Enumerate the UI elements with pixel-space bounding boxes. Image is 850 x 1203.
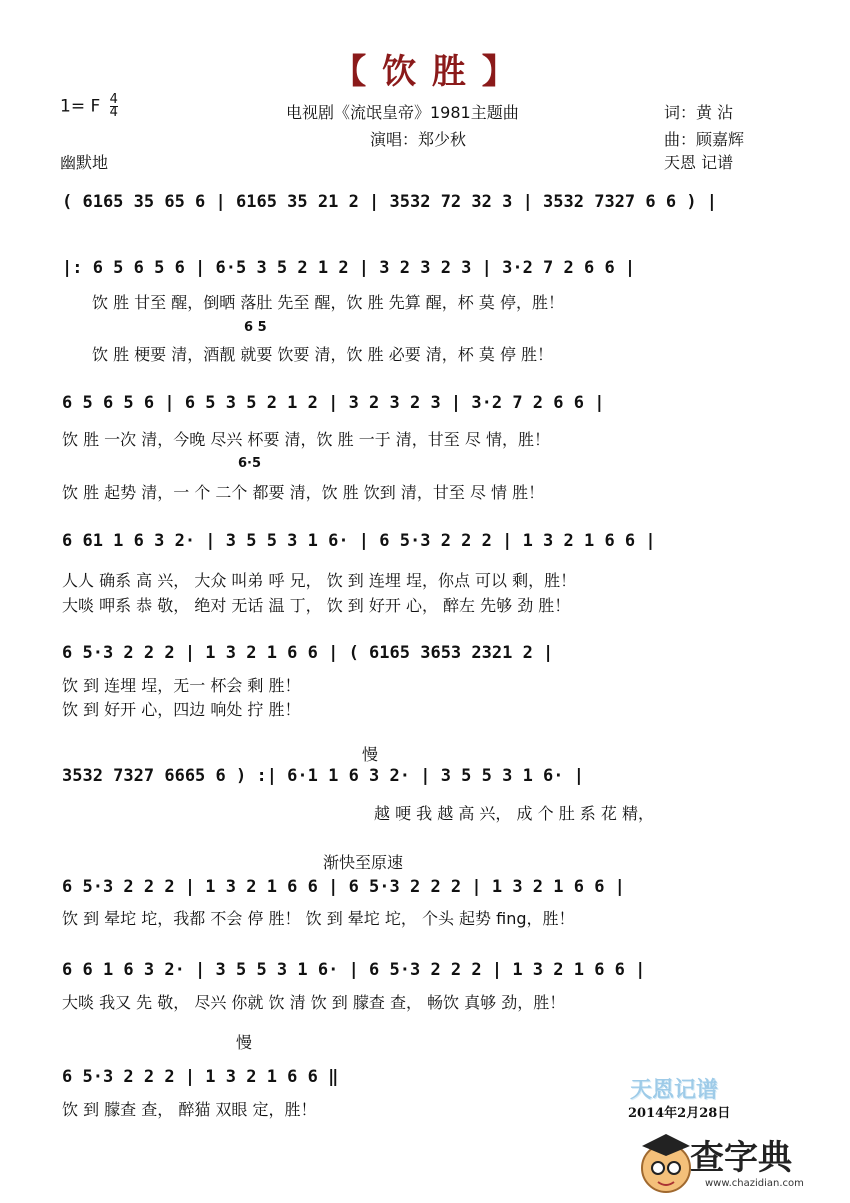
score-row-intro: ( 6165 35 65 6 | 6165 35 21 2 | 3532 72 32 3 | 3532 7327 6 6 ) | (62, 192, 718, 212)
score-row-7: 6 6 1 6 3 2· | 3 5 5 3 1 6· | 6 5·3 2 2 2 | 1 3 2 1 6 6 | (62, 960, 646, 980)
lyric-row-6: 饮 到 晕坨 坨，我都 不会 停 胜！ 饮 到 晕坨 坨， 个头 起势 fing，胜！ (62, 909, 575, 928)
composer: 曲：顾嘉辉 (664, 130, 745, 149)
tempo-mark-slow-2: 慢 (236, 1033, 253, 1052)
lyric-row-7: 大啖 我又 先 敬， 尽兴 你就 饮 清 饮 到 朦查 查， 畅饮 真够 劲，胜！ (62, 993, 566, 1012)
alt-notes-1: 6 5 (244, 320, 267, 335)
time-top: 4 (109, 92, 118, 107)
key-signature (60, 94, 118, 119)
song-title: 【 饮 胜 】 (332, 52, 518, 92)
lyric-row-5: 越 哽 我 越 高 兴， 成 个 肚 系 花 精， (374, 804, 654, 823)
date-stamp: 2014年2月28日 (628, 1106, 731, 1121)
score-row-5: 3532 7327 6665 6 ) :| 6·1 1 6 3 2· | 3 5 5 3 1 6· | (62, 766, 584, 786)
key-label: 1= F (60, 96, 101, 117)
lyric-row-4-verse-2: 饮 到 好开 心，四边 响处 拧 胜！ (62, 700, 301, 719)
score-row-2: 6 5 6 5 6 | 6 5 3 5 2 1 2 | 3 2 3 2 3 | 3·2 7 2 6 6 | (62, 393, 605, 413)
lyric-row-2-verse-2: 饮 胜 起势 清，一 个 二个 都要 清，饮 胜 饮到 清，甘至 尽 情 胜！ (62, 483, 545, 502)
alt-notes-2: 6·5 (238, 456, 262, 471)
signature-watermark: 天恩记谱 (630, 1077, 719, 1103)
score-row-4: 6 5·3 2 2 2 | 1 3 2 1 6 6 | ( 6165 3653 2321 2 | (62, 643, 554, 663)
lyric-row-1-verse-1: 饮 胜 甘至 醒，倒晒 落肚 先至 醒，饮 胜 先算 醒，杯 莫 停，胜！ (92, 293, 564, 312)
tempo-mark-accel: 渐快至原速 (323, 853, 404, 872)
style-mark: 幽默地 (60, 153, 109, 172)
score-row-3: 6 61 1 6 3 2· | 3 5 5 3 1 6· | 6 5·3 2 2 2 | 1 3 2 1 6 6 | (62, 531, 656, 551)
lyricist: 词：黄 沾 (664, 103, 734, 122)
transcriber: 天恩 记谱 (664, 153, 734, 172)
time-signature (110, 94, 118, 119)
lyric-row-3-verse-2: 大啖 呷系 恭 敬， 绝对 无话 温 丁， 饮 到 好开 心， 醉左 先够 劲 胜！ (62, 596, 571, 615)
mascot-icon (638, 1128, 694, 1198)
lyric-row-3-verse-1: 人人 确系 高 兴， 大众 叫弟 呼 兄， 饮 到 连埋 埕，你点 可以 剩，胜！ (62, 571, 577, 590)
site-logo: 查字典 (690, 1138, 792, 1178)
lyric-row-4-verse-1: 饮 到 连埋 埕，无一 杯会 剩 胜！ (62, 676, 301, 695)
site-url: www.chazidian.com (705, 1178, 804, 1189)
singer: 演唱：郑少秋 (370, 130, 467, 149)
score-row-1: |: 6 5 6 5 6 | 6·5 3 5 2 1 2 | 3 2 3 2 3 | 3·2 7 2 6 6 | (62, 258, 636, 278)
lyric-row-8: 饮 到 朦查 查， 醉猫 双眼 定，胜！ (62, 1100, 317, 1119)
tempo-mark-slow-1: 慢 (362, 745, 379, 764)
score-row-6: 6 5·3 2 2 2 | 1 3 2 1 6 6 | 6 5·3 2 2 2 | 1 3 2 1 6 6 | (62, 877, 625, 897)
lyric-row-1-verse-2: 饮 胜 梗要 清，酒靓 就要 饮要 清，饮 胜 必要 清，杯 莫 停 胜！ (92, 345, 554, 364)
time-bottom: 4 (109, 105, 118, 120)
score-row-8: 6 5·3 2 2 2 | 1 3 2 1 6 6 ‖ (62, 1067, 339, 1087)
lyric-row-2-verse-1: 饮 胜 一次 清，今晚 尽兴 杯要 清，饮 胜 一于 清，甘至 尽 情，胜！ (62, 430, 550, 449)
subtitle: 电视剧《流氓皇帝》1981主题曲 (286, 103, 519, 122)
